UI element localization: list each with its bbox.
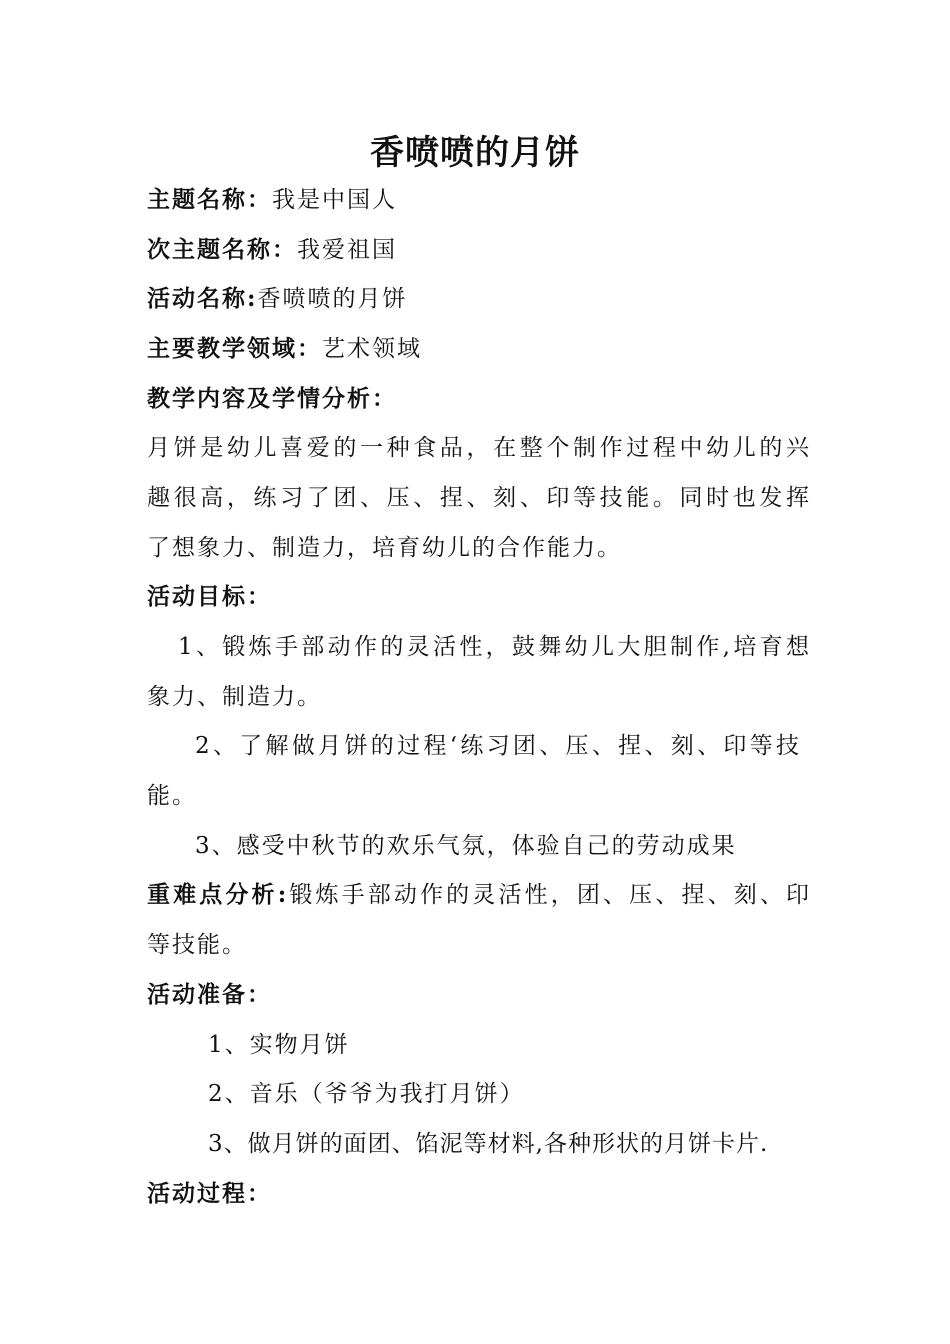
theme-row bbox=[147, 180, 810, 220]
theme-label: 主题名称： bbox=[147, 186, 272, 213]
key-points-label: 重难点分析: bbox=[147, 881, 288, 908]
preparation-item-1: 1、实物月饼 bbox=[208, 1032, 350, 1058]
sub-theme-row bbox=[147, 230, 810, 270]
goal-3: 3、感受中秋节的欢乐气氛，体验自己的劳动成果 bbox=[195, 833, 737, 859]
document-title: 香喷喷的月饼 bbox=[370, 133, 580, 173]
key-points-row bbox=[147, 875, 810, 915]
sub-theme-value: 我爱祖国 bbox=[297, 237, 397, 263]
preparation-heading: 活动准备： bbox=[147, 981, 272, 1008]
key-points-line-2: 等技能。 bbox=[147, 932, 247, 958]
goal-1-line-1: 1、锻炼手部动作的灵活性，鼓舞幼儿大胆制作,培育想 bbox=[178, 634, 810, 660]
preparation-item-3: 3、做月饼的面团、馅泥等材料,各种形状的月饼卡片. bbox=[208, 1131, 769, 1157]
sub-theme-label: 次主题名称： bbox=[147, 236, 297, 263]
goals-heading: 活动目标： bbox=[147, 583, 272, 610]
analysis-heading: 教学内容及学情分析： bbox=[147, 385, 397, 412]
domain-value: 艺术领域 bbox=[322, 336, 422, 362]
activity-name-label: 活动名称: bbox=[147, 285, 258, 312]
activity-name-value: 香喷喷的月饼 bbox=[257, 286, 408, 312]
domain-label: 主要教学领域： bbox=[147, 335, 322, 362]
theme-value: 我是中国人 bbox=[272, 187, 397, 213]
goal-1-line-2: 象力、制造力。 bbox=[147, 684, 322, 710]
analysis-line-1: 月饼是幼儿喜爱的一种食品，在整个制作过程中幼儿的兴 bbox=[147, 435, 810, 461]
goal-2-line-1: 2、了解做月饼的过程‘练习团、压、捏、刻、印等技 bbox=[195, 733, 800, 759]
key-points-value: 锻炼手部动作的灵活性，团、压、捏、刻、印 bbox=[287, 882, 811, 908]
analysis-line-2: 趣很高，练习了团、压、捏、刻、印等技能。同时也发挥 bbox=[147, 485, 810, 511]
preparation-item-2: 2、音乐（爷爷为我打月饼） bbox=[208, 1081, 525, 1107]
activity-name-row bbox=[147, 279, 810, 319]
process-heading: 活动过程： bbox=[147, 1180, 272, 1207]
goal-2-line-2: 能。 bbox=[147, 783, 197, 809]
domain-row bbox=[147, 329, 810, 369]
analysis-line-3: 了想象力、制造力，培育幼儿的合作能力。 bbox=[147, 535, 622, 561]
